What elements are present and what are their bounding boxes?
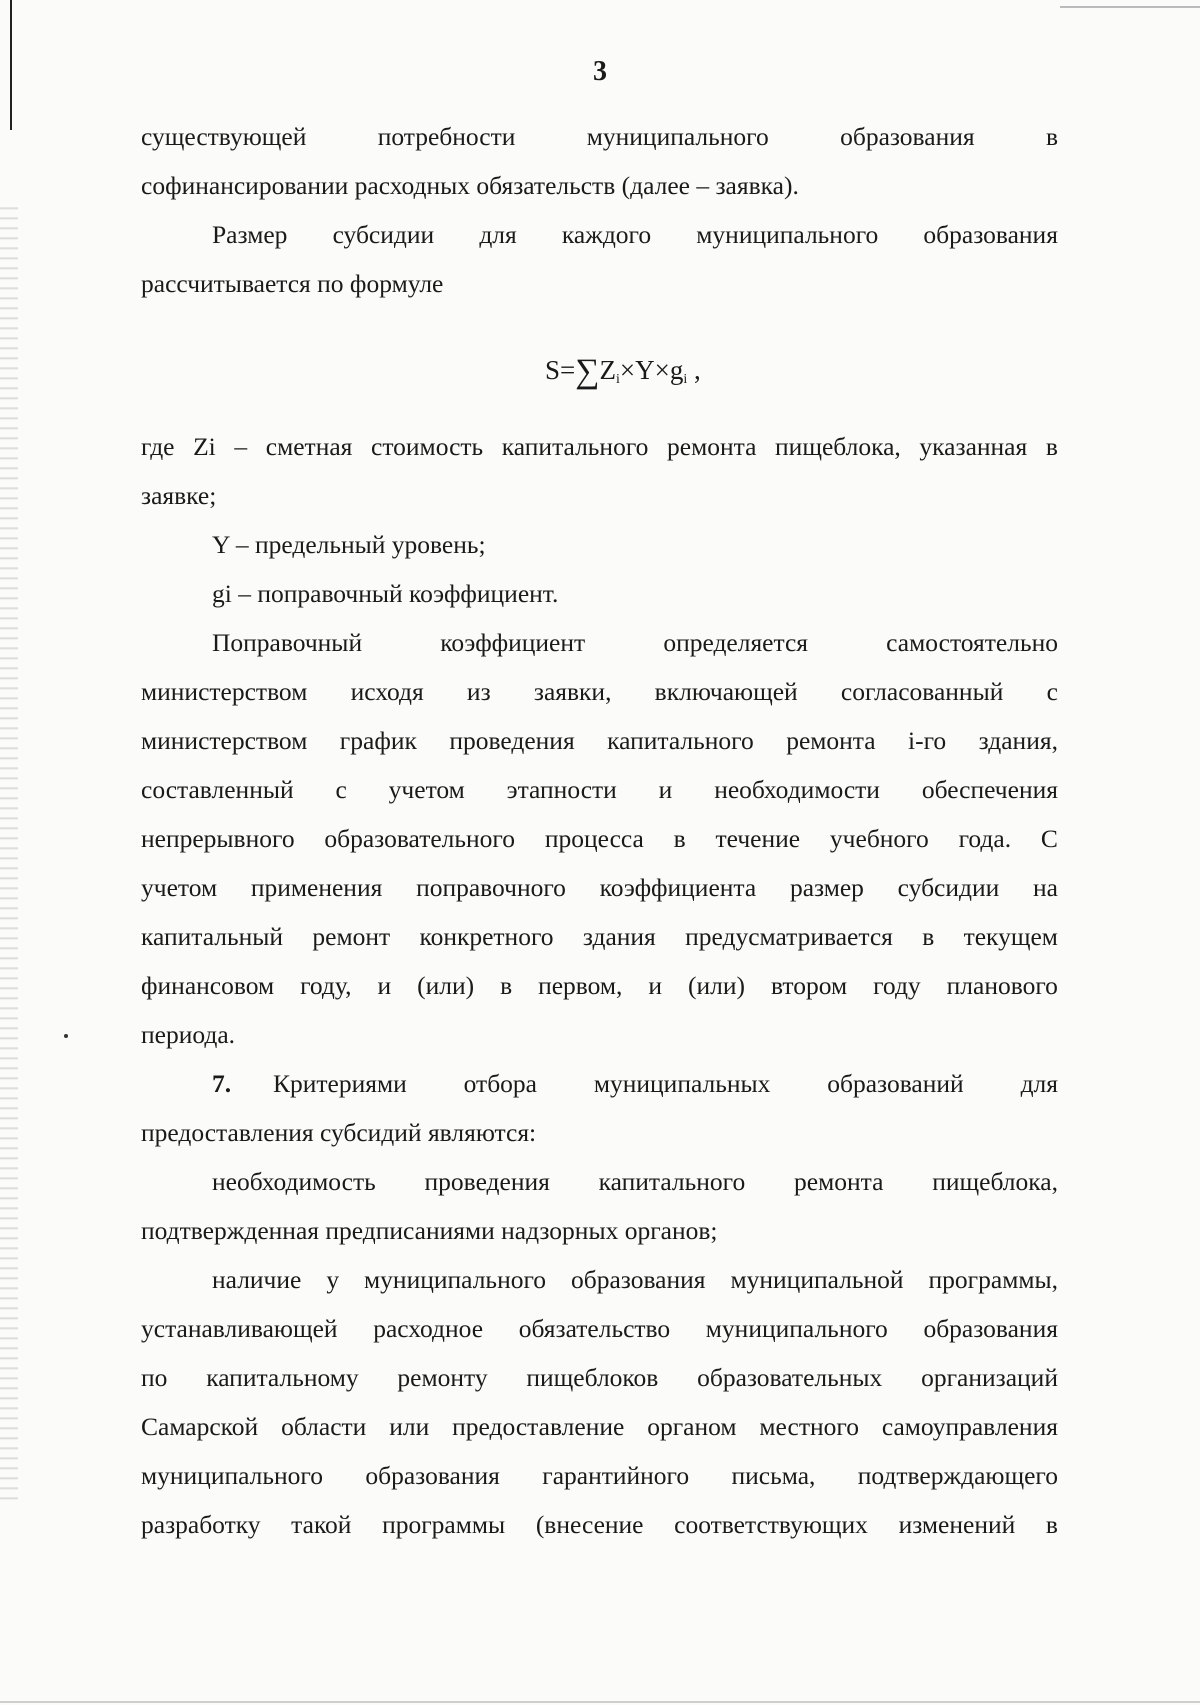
word: предусматривается <box>685 922 893 951</box>
text-line-6: заявке; <box>141 481 217 510</box>
word: планового <box>946 971 1058 1000</box>
word: С <box>1040 824 1058 853</box>
word: программы, <box>928 1265 1058 1294</box>
word: указанная <box>919 432 1028 461</box>
word: применения <box>250 873 383 902</box>
word: области <box>281 1412 367 1441</box>
text-line-18 <box>273 1069 1058 1099</box>
word: с <box>335 775 347 804</box>
word: где <box>141 432 175 461</box>
word: программы <box>382 1510 506 1539</box>
word: с <box>1046 677 1058 706</box>
word: образования <box>571 1265 706 1294</box>
word: изменений <box>898 1510 1016 1539</box>
word: субсидии <box>897 873 1000 902</box>
word: обеспечения <box>921 775 1058 804</box>
word: субсидии <box>332 220 435 249</box>
word: согласованный <box>840 677 1004 706</box>
text-line-1 <box>141 122 1058 152</box>
word: предоставление <box>452 1412 625 1441</box>
word: в <box>922 922 935 951</box>
word: – <box>234 432 248 461</box>
word: по <box>141 1363 168 1392</box>
clause-number: 7. <box>212 1069 232 1098</box>
scan-top-mark <box>1060 6 1200 8</box>
text-line-23 <box>141 1314 1058 1344</box>
text-line-16 <box>141 971 1058 1001</box>
word: учетом <box>141 873 218 902</box>
text-line-17: периода. <box>141 1020 236 1049</box>
formula-times: × <box>619 355 636 385</box>
formula-g-index: i <box>683 372 688 387</box>
word: капитального <box>501 432 649 461</box>
text-line-13 <box>141 824 1058 854</box>
word: из <box>466 677 491 706</box>
scan-edge-noise <box>0 200 18 1500</box>
word: года. <box>958 824 1012 853</box>
word: образования <box>923 1314 1058 1343</box>
word: муниципальных <box>593 1069 771 1098</box>
word: Критериями <box>273 1069 407 1098</box>
word: капитальный <box>141 922 284 951</box>
word: коэффициент <box>440 628 586 657</box>
word: муниципального <box>696 220 879 249</box>
word: проведения <box>424 1167 550 1196</box>
word: здания <box>582 922 656 951</box>
scan-dot <box>64 1034 68 1038</box>
word: необходимость <box>212 1167 376 1196</box>
text-line-22 <box>212 1265 1058 1295</box>
word: году <box>873 971 921 1000</box>
text-line-11 <box>141 726 1058 756</box>
formula-z-index: i <box>616 372 620 387</box>
text-line-14 <box>141 873 1058 903</box>
word: необходимости <box>714 775 880 804</box>
text-line-7: Y – предельный уровень; <box>212 530 486 559</box>
word: (внесение <box>535 1510 644 1539</box>
word: коэффициента <box>599 873 757 902</box>
word: ремонта <box>667 432 757 461</box>
word: в <box>673 824 686 853</box>
word: муниципального <box>586 122 769 151</box>
text-line-15 <box>141 922 1058 952</box>
word: и <box>377 971 392 1000</box>
word: муниципального <box>705 1314 888 1343</box>
formula-s: S <box>545 355 561 385</box>
word: гарантийного <box>542 1461 690 1490</box>
word: течение <box>715 824 801 853</box>
word: устанавливающей <box>141 1314 338 1343</box>
word: образований <box>827 1069 964 1098</box>
text-line-25 <box>141 1412 1058 1442</box>
word: в <box>1045 122 1058 151</box>
word: самоуправления <box>881 1412 1058 1441</box>
text-line-26 <box>141 1461 1058 1491</box>
word: заявки, <box>533 677 612 706</box>
subsidy-formula <box>545 353 701 397</box>
formula-sum-sign: ∑ <box>575 353 600 390</box>
word: этапности <box>506 775 617 804</box>
word: финансовом <box>141 971 275 1000</box>
text-line-5 <box>141 432 1058 462</box>
word: Самарской <box>141 1412 259 1441</box>
word: у <box>326 1265 340 1294</box>
word: Поправочный <box>212 628 363 657</box>
word: расходное <box>373 1314 484 1343</box>
word: каждого <box>561 220 652 249</box>
text-line-2: софинансировании расходных обязательств (далее – заявка). <box>141 171 799 200</box>
word: муниципальной <box>730 1265 904 1294</box>
word: на <box>1033 873 1058 902</box>
word: письма, <box>731 1461 816 1490</box>
text-line-21: подтвержденная предписаниями надзорных органов; <box>141 1216 718 1245</box>
word: сметная <box>265 432 353 461</box>
word: существующей <box>141 122 307 151</box>
word: министерством <box>141 726 308 755</box>
word: обязательство <box>518 1314 671 1343</box>
word: в <box>1045 432 1058 461</box>
word: для <box>479 220 517 249</box>
word: график <box>339 726 417 755</box>
word: учебного <box>829 824 929 853</box>
word: образования <box>923 220 1058 249</box>
word: размер <box>789 873 864 902</box>
word: Zi <box>193 432 216 461</box>
word: определяется <box>663 628 809 657</box>
text-line-19: предоставления субсидий являются: <box>141 1118 537 1147</box>
formula-g: g <box>669 355 684 385</box>
word: для <box>1020 1069 1058 1098</box>
word: ремонту <box>397 1363 488 1392</box>
text-line-8: gi – поправочный коэффициент. <box>212 579 559 608</box>
word: образовательного <box>324 824 516 853</box>
word: ремонт <box>312 922 391 951</box>
word: Размер <box>212 220 288 249</box>
word: подтверждающего <box>857 1461 1058 1490</box>
scan-bottom-line <box>0 1701 1200 1703</box>
word: потребности <box>377 122 516 151</box>
text-line-27 <box>141 1510 1058 1540</box>
word: исходя <box>350 677 424 706</box>
text-line-3 <box>212 220 1058 250</box>
word: проведения <box>449 726 575 755</box>
word: и <box>658 775 673 804</box>
word: министерством <box>141 677 308 706</box>
text-line-9 <box>212 628 1058 658</box>
word: муниципального <box>364 1265 547 1294</box>
text-line-12 <box>141 775 1058 805</box>
word: конкретного <box>419 922 554 951</box>
word: в <box>500 971 513 1000</box>
word: разработку <box>141 1510 261 1539</box>
formula-times: × <box>654 355 670 385</box>
text-line-20 <box>212 1167 1058 1197</box>
word: образования <box>840 122 975 151</box>
page-number: 3 <box>593 56 607 87</box>
word: местного <box>759 1412 859 1441</box>
word: наличие <box>212 1265 302 1294</box>
word: i-го <box>908 726 947 755</box>
word: муниципального <box>141 1461 323 1490</box>
word: учетом <box>388 775 465 804</box>
formula-comma: , <box>687 355 701 385</box>
word: и <box>648 971 663 1000</box>
word: составленный <box>141 775 294 804</box>
word: в <box>1045 1510 1058 1539</box>
text-line-4: рассчитывается по формуле <box>141 269 444 298</box>
word: пищеблока, <box>775 432 901 461</box>
word: поправочного <box>416 873 566 902</box>
word: году, <box>300 971 352 1000</box>
word: (или) <box>688 971 746 1000</box>
word: капитального <box>607 726 754 755</box>
word: отбора <box>463 1069 537 1098</box>
word: первом, <box>538 971 623 1000</box>
word: (или) <box>417 971 475 1000</box>
word: образования <box>365 1461 500 1490</box>
text-line-24 <box>141 1363 1058 1393</box>
word: текущем <box>963 922 1058 951</box>
word: такой <box>291 1510 352 1539</box>
word: пищеблоков <box>526 1363 659 1392</box>
word: ремонта <box>786 726 876 755</box>
word: организаций <box>921 1363 1058 1392</box>
word: ремонта <box>794 1167 884 1196</box>
word: органом <box>647 1412 737 1441</box>
word: пищеблока, <box>932 1167 1058 1196</box>
word: втором <box>771 971 848 1000</box>
formula-equals: = <box>560 355 576 385</box>
word: здания, <box>978 726 1058 755</box>
word: непрерывного <box>141 824 295 853</box>
formula-y: Y <box>635 355 655 385</box>
word: или <box>389 1412 430 1441</box>
text-line-10 <box>141 677 1058 707</box>
word: включающей <box>654 677 798 706</box>
word: соответствующих <box>674 1510 868 1539</box>
word: стоимость <box>371 432 484 461</box>
formula-z: Z <box>599 355 617 385</box>
word: процесса <box>544 824 644 853</box>
word: образовательных <box>697 1363 883 1392</box>
word: капитального <box>598 1167 746 1196</box>
word: самостоятельно <box>886 628 1058 657</box>
word: капитальному <box>206 1363 359 1392</box>
